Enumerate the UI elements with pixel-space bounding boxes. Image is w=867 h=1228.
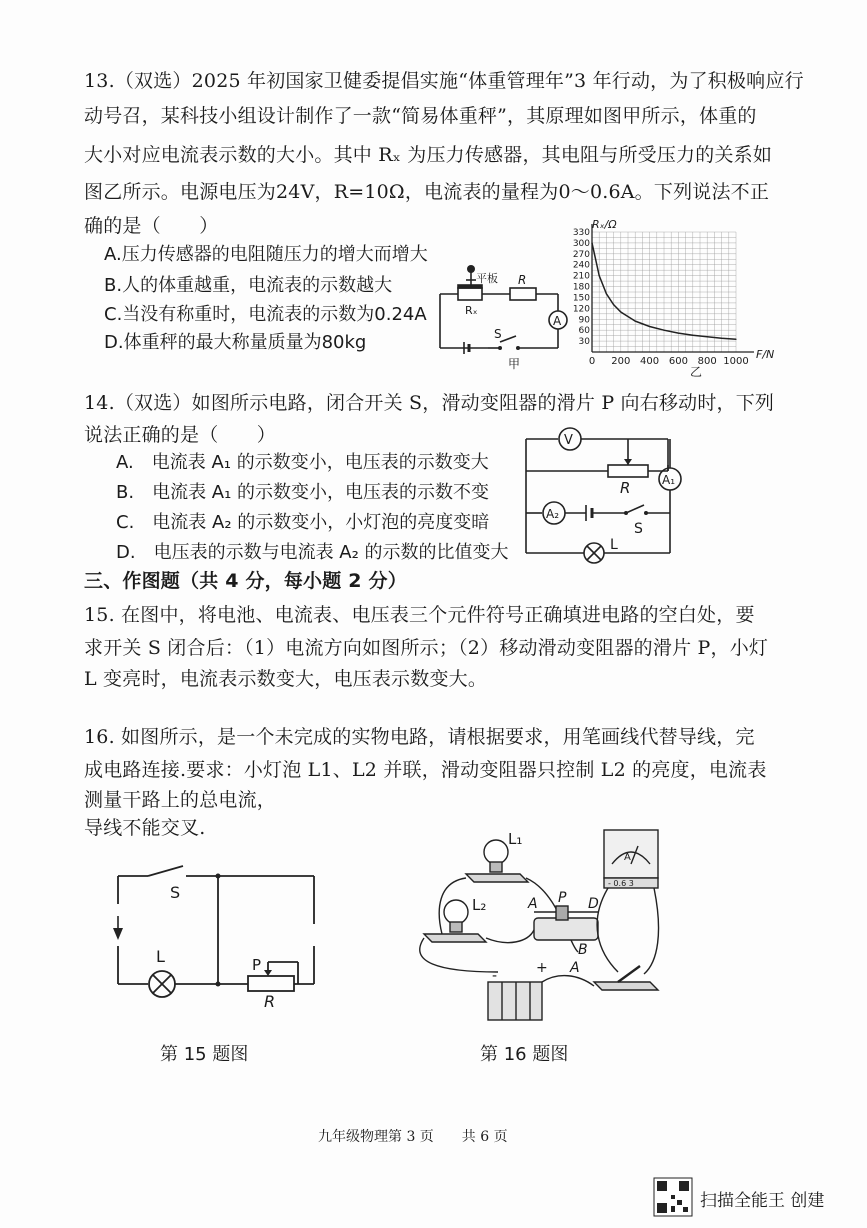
q13-line-5: 确的是（ ） — [84, 215, 219, 237]
q14-fig-r: R — [620, 479, 631, 497]
chart-y-tick-label: 180 — [572, 282, 590, 293]
q16-fig-a-bot: A — [570, 960, 580, 976]
q13-fig-rx-label: Rₓ — [465, 304, 478, 317]
q16-fig-minus: - — [492, 968, 498, 984]
chart-x-tick-label: 800 — [697, 356, 717, 367]
q13-option-a: A.压力传感器的电阻随压力的增大而增大 — [104, 244, 428, 265]
q13-fig-yi-caption: 乙 — [690, 365, 703, 379]
q14-line-1: 14.（双选）如图所示电路，闭合开关 S，滑动变阻器的滑片 P 向右移动时，下列 — [84, 392, 775, 414]
chart-y-tick-label: 150 — [572, 293, 590, 304]
chart-data-point — [692, 335, 693, 336]
q15-caption: 第 15 题图 — [160, 1044, 249, 1065]
chart-x-tick-label: 0 — [588, 356, 596, 367]
q14-circuit-figure — [518, 425, 688, 565]
q14-line-2: 说法正确的是（ ） — [84, 424, 277, 446]
chart-y-tick-label: 270 — [572, 249, 590, 260]
q15-line-2: 求开关 S 闭合后：（1）电流方向如图所示；（2）移动滑动变阻器的滑片 P，小灯 — [84, 637, 769, 659]
q15-fig-p: P — [252, 956, 262, 974]
q13-line-4: 图乙所示。电源电压为24V，R=10Ω，电流表的量程为0～0.6A。下列说法不正 — [84, 181, 770, 203]
chart-x-tick-label: 200 — [611, 356, 631, 367]
q15-fig-s: S — [170, 883, 181, 902]
q14-fig-l: L — [610, 537, 618, 553]
q14-fig-voltmeter: V — [564, 433, 573, 448]
q16-fig-l2: L₂ — [472, 896, 487, 914]
chart-data-point — [721, 338, 722, 339]
chart-data-point — [591, 242, 592, 243]
qr-code-icon — [654, 1178, 692, 1216]
chart-data-point — [599, 275, 600, 276]
q16-line-4: 导线不能交叉. — [84, 817, 206, 839]
q13-option-c: C.当没有称重时，电流表的示数为0.24A — [104, 304, 427, 325]
q13-fig-switch-label: S — [494, 327, 502, 341]
page-footer: 九年级物理第 3 页 共 6 页 — [318, 1129, 508, 1145]
chart-x-tick-label: 400 — [640, 356, 660, 367]
q13-option-d: D.体重秤的最大称量质量为80kg — [104, 332, 367, 353]
q13-line-1: 13.（双选）2025 年初国家卫健委提倡实施“体重管理年”3 年行动，为了积极响应行 — [84, 70, 804, 92]
q15-line-1: 15. 在图中，将电池、电流表、电压表三个元件符号正确填进电路的空白处，要 — [84, 604, 755, 626]
q13-fig-jia-caption: 甲 — [508, 357, 521, 371]
chart-data-point — [635, 320, 636, 321]
q16-fig-a-top: A — [528, 896, 538, 912]
q16-fig-d: D — [588, 896, 599, 912]
chart-y-tick-label: 330 — [572, 228, 590, 238]
q14-fig-s: S — [634, 521, 643, 537]
q13-fig-plate-label: 平板 — [476, 272, 498, 285]
chart-y-tick-label: 240 — [572, 260, 590, 271]
chart-y-tick-label: 120 — [572, 304, 590, 315]
q13-fig-ammeter-label: A — [553, 314, 562, 328]
chart-data-point — [678, 332, 679, 333]
q14-option-d: D. 电压表的示数与电流表 A₂ 的示数的比值变大 — [116, 542, 509, 563]
chart-ylabel: Rₓ/Ω — [592, 218, 617, 231]
chart-y-tick-label: 90 — [578, 315, 590, 326]
q16-fig-p: P — [558, 890, 567, 906]
scanner-watermark: 扫描全能王 创建 — [700, 1191, 825, 1211]
q13-option-b: B.人的体重越重，电流表的示数越大 — [104, 275, 393, 296]
q16-line-2: 成电路连接.要求：小灯泡 L1、L2 并联，滑动变阻器只控制 L2 的亮度，电流表 — [84, 759, 767, 781]
chart-data-point — [620, 311, 621, 312]
chart-data-point — [606, 293, 607, 294]
q16-fig-b: B — [578, 942, 588, 958]
chart-y-tick-label: 300 — [572, 238, 590, 249]
q16-caption: 第 16 题图 — [480, 1044, 569, 1065]
q16-physical-circuit-figure — [408, 822, 678, 1022]
q16-fig-meter-scale: - 0.6 3 — [608, 879, 634, 888]
q14-option-b: B. 电流表 A₁ 的示数变小，电压表的示数不变 — [116, 482, 490, 503]
chart-xlabel: F/N — [756, 348, 775, 361]
q15-line-3: L 变亮时，电流表示数变大，电压表示数变大。 — [84, 668, 488, 690]
section-3-heading: 三、作图题（共 4 分，每小题 2 分） — [84, 570, 407, 592]
q16-line-3: 测量干路上的总电流， — [84, 789, 277, 811]
q14-option-c: C. 电流表 A₂ 的示数变小，小灯泡的亮度变暗 — [116, 512, 490, 533]
chart-data-point — [735, 339, 736, 340]
q16-line-1: 16. 如图所示，是一个未完成的实物电路，请根据要求，用笔画线代替导线，完 — [84, 726, 755, 748]
chart-data-point — [663, 330, 664, 331]
q16-fig-l1: L₁ — [508, 830, 523, 848]
q15-circuit-figure — [108, 862, 338, 1011]
q13-line-2: 动号召，某科技小组设计制作了一款“简易体重秤”，其原理如图甲所示，体重的 — [84, 105, 757, 127]
q16-fig-plus: + — [536, 960, 548, 976]
chart-y-tick-label: 30 — [578, 337, 590, 348]
q14-fig-a2: A₂ — [546, 507, 560, 521]
q15-fig-l: L — [156, 947, 165, 966]
q14-option-a: A. 电流表 A₁ 的示数变小，电压表的示数变大 — [116, 452, 489, 473]
q13-figure-yi-chart — [572, 212, 798, 379]
q13-line-3: 大小对应电流表示数的大小。其中 Rₓ 为压力传感器，其电阻与所受压力的关系如 — [84, 144, 773, 166]
q14-fig-a1: A₁ — [662, 473, 676, 487]
chart-x-tick-label: 1000 — [723, 356, 749, 367]
q13-fig-r-label: R — [518, 273, 527, 287]
q15-fig-r: R — [264, 992, 276, 1011]
chart-x-tick-label: 600 — [668, 356, 688, 367]
chart-y-tick-label: 60 — [578, 326, 590, 337]
q13-figure-jia — [428, 258, 578, 371]
q16-fig-meter-a: A — [624, 852, 631, 863]
chart-data-point — [613, 304, 614, 305]
chart-data-point — [649, 326, 650, 327]
chart-data-point — [707, 336, 708, 337]
chart-y-tick-label: 210 — [572, 271, 590, 282]
